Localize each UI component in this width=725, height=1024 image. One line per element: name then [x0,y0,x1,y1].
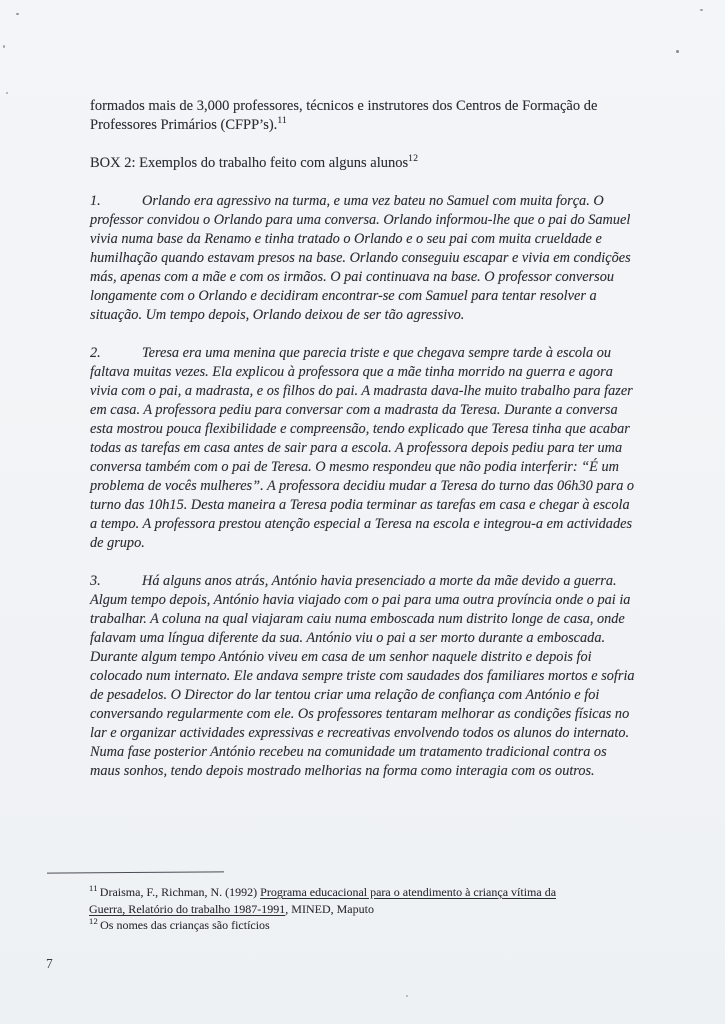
scan-speck [676,50,679,53]
case-1-number: 1. [90,193,101,209]
footnote-ref-11: 11 [277,116,288,127]
scan-speck [3,45,5,48]
footnotes-section [89,884,589,934]
box-2-header-text: BOX 2: Exemplos do trabalho feito com alguns alunos [90,155,409,171]
footnote-12 [89,917,589,934]
page-number: 7 [46,956,53,971]
case-2-text: Teresa era uma menina que parecia triste e que chegava sempre tarde à escola ou faltava muitas vezes. Ela explicou à professora que a mãe tinha morrido na guerra e agora vivia com o pai, a madrasta, e os filhos do pai. A madrasta dava-lhe muito trabalho para fazer em casa. A professora pediu para conversar com a madrasta da Teresa. Durante a conversa esta mostrou pouca flexibilidade e compreensão, tendo explicado que Teresa tinha que acabar todas as tarefas em casa antes de sair para a escola. A professora depois pediu para ter uma conversa também com o pai de Teresa. O mesmo respondeu que não podia interferir: “É um problema de vocês mulheres”. A professora decidiu mudar a Teresa do turno das 06h30 para o turno das 10h15. Desta maneira a Teresa podia terminar as tarefas em casa e chegar à escola a tempo. A professora prestou atenção especial a Teresa na escola e integrou-a em actividades de grupo. [90,345,635,551]
footnote-11 [89,884,589,917]
case-3-number: 3. [90,573,101,589]
footnote-12-text: Os nomes das crianças são fictícios [100,918,270,932]
footnote-11-underlined-title: Programa educacional para o atendimento à criança vítima da Guerra, Relatório do trabalho 1987-1991 [89,885,557,916]
footnote-ref-12: 12 [408,154,419,165]
footnote-separator-rule [47,871,224,874]
case-1-text: Orlando era agressivo na turma, e uma vez bateu no Samuel com muita força. O professor convidou o Orlando para uma conversa. Orlando informou-lhe que o pai do Samuel vivia numa base da Renamo e tinha tratado o Orlando e o seu pai com muita crueldade e humilhação quando estavam presos na base. Orlando conseguiu escapar e vivia em condições más, apenas com a mãe e com os irmãos. O pai continuava na base. O professor conversou longamente com o Orlando e decidiram encontrar-se com Samuel para tentar resolver a situação. Um tempo depois, Orlando deixou de ser tão agressivo. [90,193,631,323]
case-2-number: 2. [90,345,101,361]
case-paragraph-1 [90,192,640,325]
scan-speck [6,92,8,94]
intro-paragraph [90,97,640,135]
footnote-12-marker: 12 [89,916,99,926]
case-paragraph-3 [90,572,640,781]
scan-speck [700,9,703,11]
footnote-11-citation-prefix: Draisma, F., Richman, N. (1992) [99,885,261,899]
text-column [90,97,640,781]
scan-speck [406,995,408,997]
footnote-11-marker: 11 [89,883,98,893]
footnote-11-citation-suffix: , MINED, Maputo [285,901,374,916]
box-2-header [90,154,640,173]
scan-speck [16,13,19,15]
case-3-text: Há alguns anos atrás, António havia presenciado a morte da mãe devido a guerra. Algum tempo depois, António havia viajado com o pai para uma outra província onde o pai ia trabalhar. A coluna na qual viajaram caiu numa emboscada num distrito longe de casa, onde falavam uma língua diferente da sua. António viu o pai a ser morto durante a emboscada. Durante algum tempo António viveu em casa de um senhor naquele distrito e depois foi colocado num internato. Ele andava sempre triste com saudades dos familiares mortos e sofria de pesadelos. O Director do lar tentou criar uma relação de confiança com António e foi conversando regularmente com ele. Os professores tentaram melhorar as condições físicas no lar e organizar actividades expressivas e recreativas envolvendo todos os alunos do internato. Numa fase posterior António recebeu na comunidade um tratamento tradicional contra os maus sonhos, tendo depois mostrado melhorias na forma como interagia com os outros. [90,573,635,779]
intro-text: formados mais de 3,000 professores, técnicos e instrutores dos Centros de Formação de Professores Primários (CFPP’s). [90,98,598,133]
case-paragraph-2 [90,344,640,553]
